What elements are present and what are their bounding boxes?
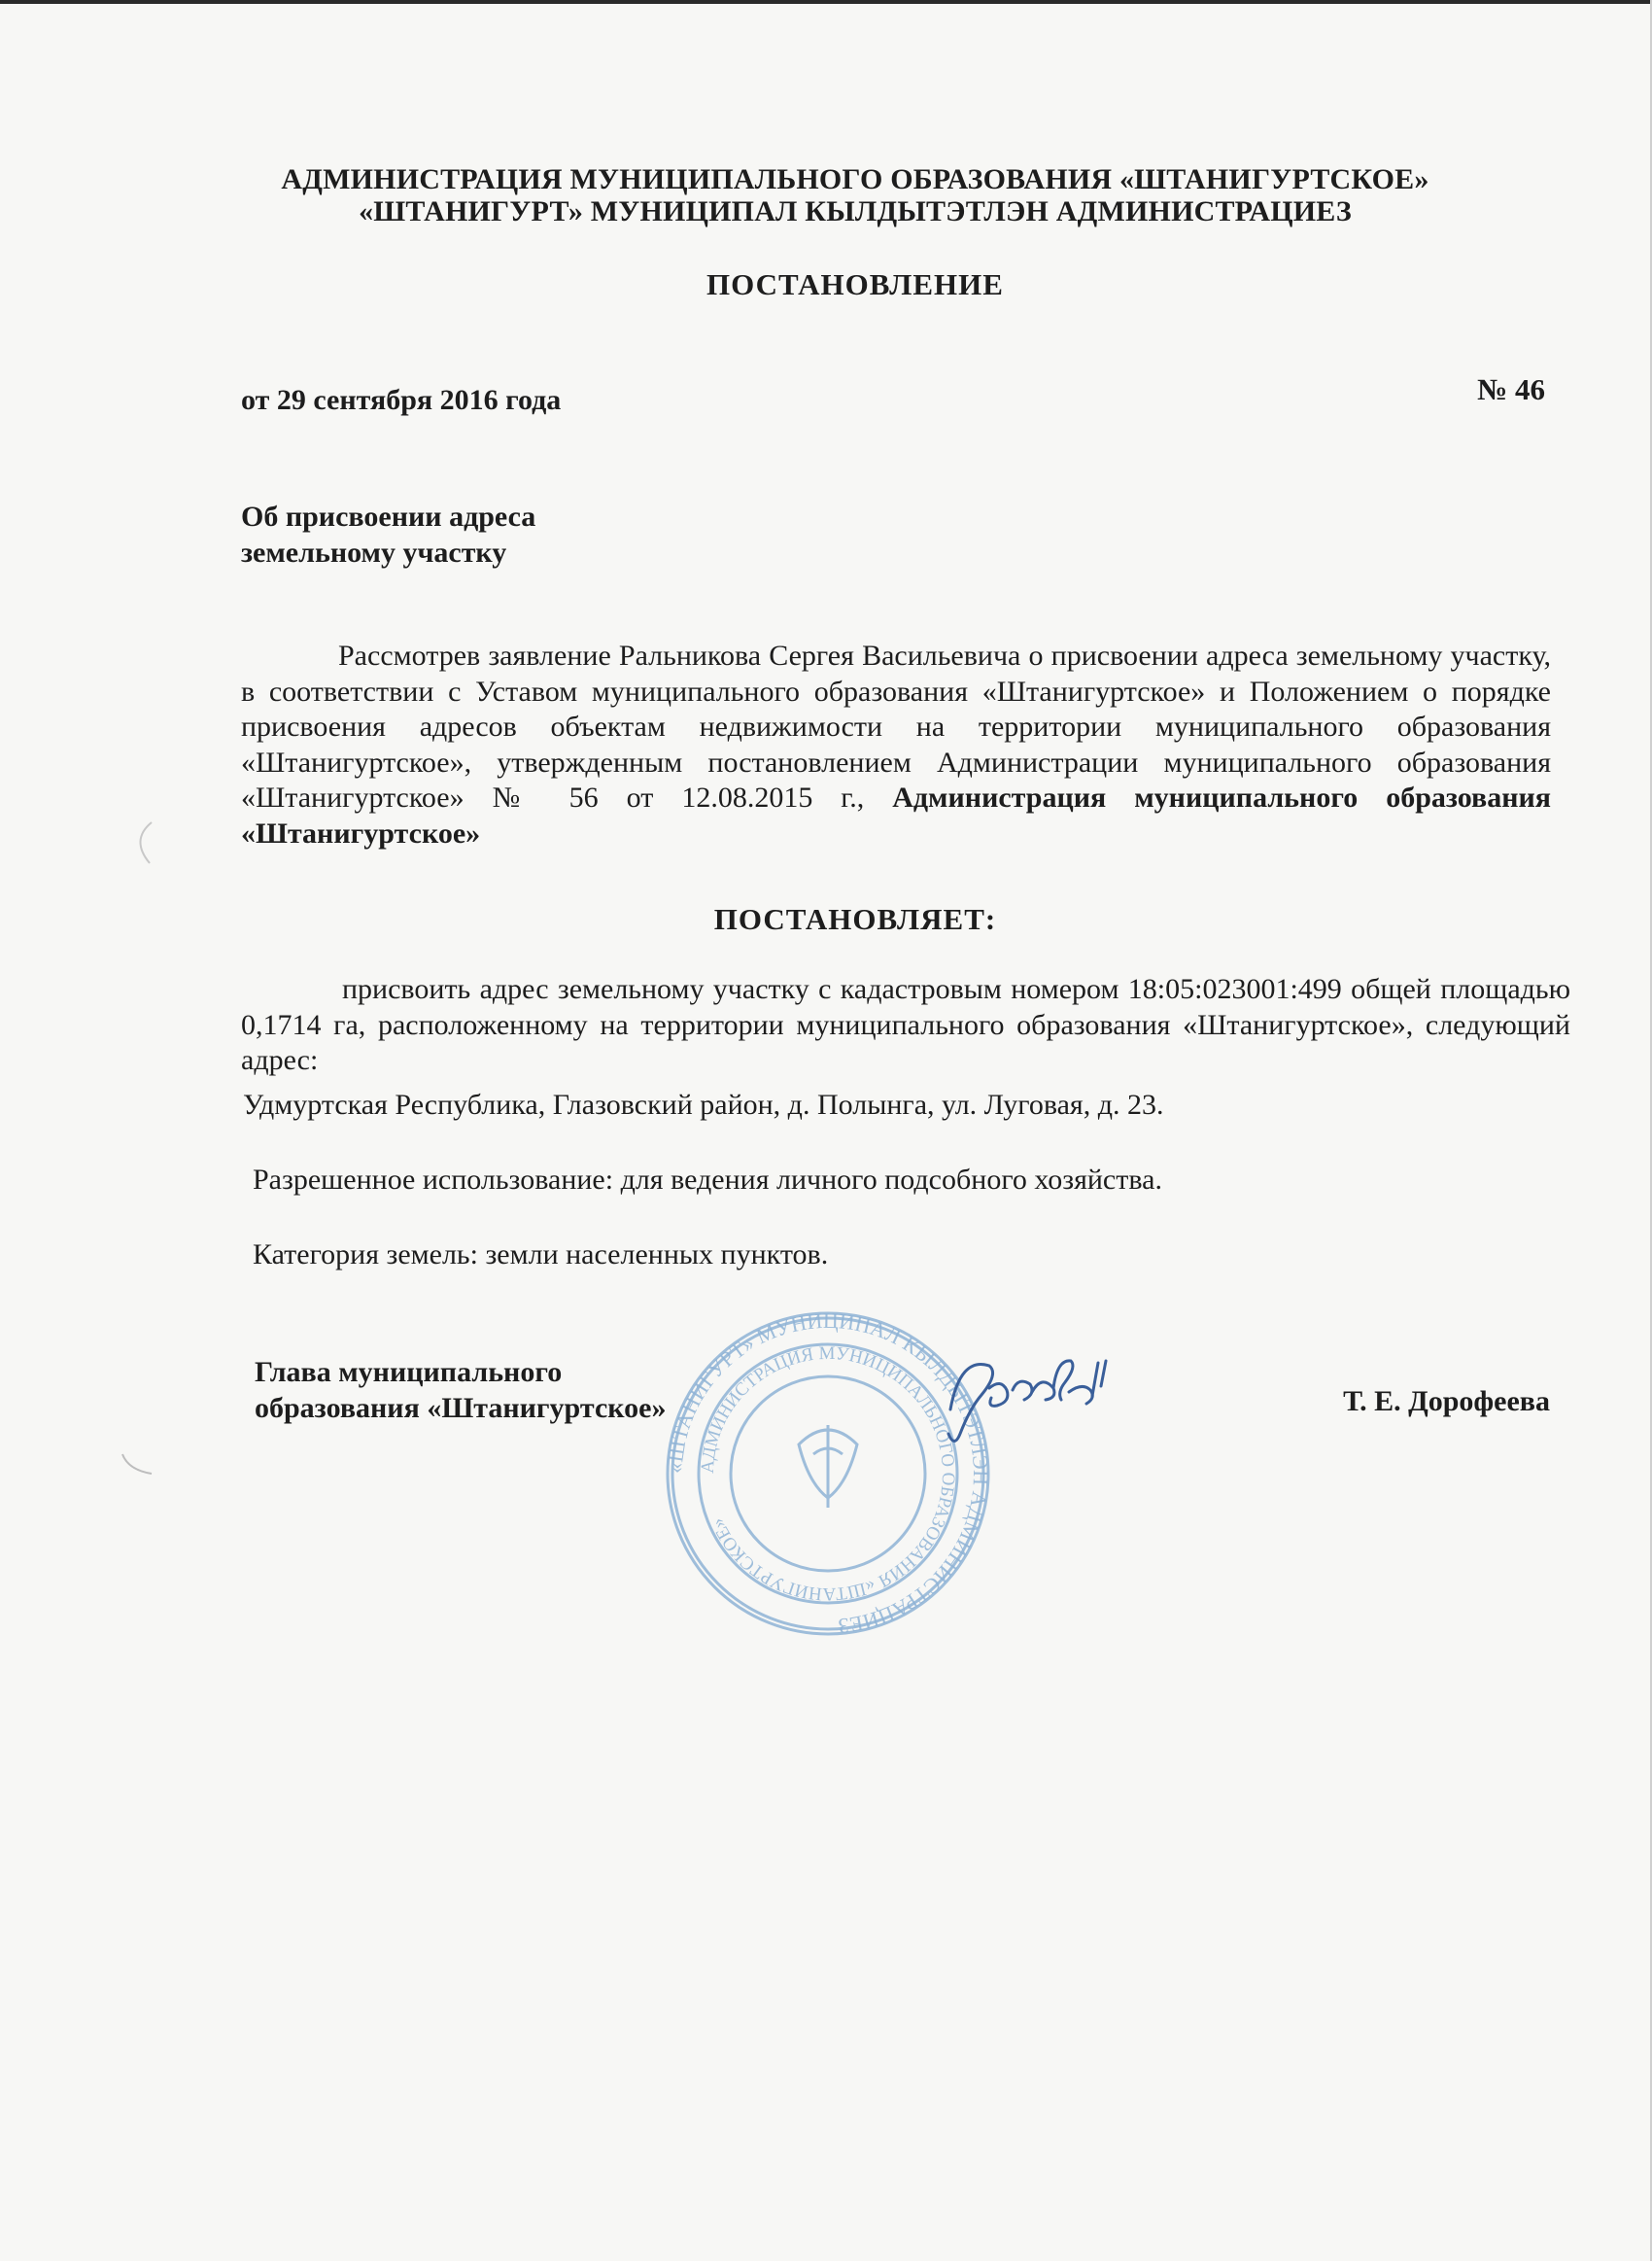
- permitted-use: Разрешенное использование: для ведения личного подсобного хозяйства.: [253, 1164, 1162, 1196]
- document-date: от 29 сентября 2016 года: [241, 384, 562, 416]
- document-number: № 46: [1477, 372, 1545, 406]
- scan-top-edge: [0, 0, 1652, 4]
- signatory-title-line-1: Глава муниципального: [255, 1356, 563, 1388]
- subject-line-2: земельному участку: [241, 537, 507, 569]
- document-type-title: ПОСТАНОВЛЕНИЕ: [706, 267, 1004, 301]
- preamble-text: Рассмотрев заявление Ральникова Сергея Васильевича о присвоении адреса земельному участку, в соответствии с Уставом муниципального образования «Штанигуртское» и Положением о порядке присвоения адресов объектам недвижимости на территории муниципального образования «Штанигуртское», утвержденным постановлением Администрации муниципального образования «Штанигуртское» № 56 от 12.08.2015 г.,: [241, 640, 1551, 815]
- decision-text: присвоить адрес земельному участку с кадастровым номером 18:05:023001:499 общей площадью 0,1714 га, расположенному на территории муниципального образования «Штанигуртское», следующий адрес:: [241, 973, 1570, 1077]
- decree-heading: ПОСТАНОВЛЯЕТ:: [713, 902, 997, 936]
- punch-hole-mark: [117, 1450, 155, 1479]
- organization-name-udmurt: «ШТАНИГУРТ» МУНИЦИПАЛ КЫЛДЫТЭТЛЭН АДМИНИСТРАЦИЕЗ: [359, 195, 1352, 227]
- signatory-name: Т. Е. Дорофеева: [1343, 1385, 1550, 1417]
- preamble-paragraph: [241, 639, 1551, 852]
- signatory-title-line-2: образования «Штанигуртское»: [255, 1392, 667, 1424]
- document-subject: [241, 499, 535, 571]
- seal-outer-text: «ШТАНИГУРТ» МУНИЦИПАЛ КЫЛДЫТЭТЛЭН АДМИНИСТРАЦИЕЗ: [662, 1308, 994, 1639]
- subject-line-1: Об присвоении адреса: [241, 501, 536, 533]
- assigned-address: Удмуртская Республика, Глазовский район, д. Полынга, ул. Луговая, д. 23.: [243, 1089, 1164, 1121]
- land-category: Категория земель: земли населенных пунктов.: [253, 1238, 829, 1270]
- decision-paragraph: [241, 972, 1570, 1079]
- handwritten-signature: [933, 1341, 1127, 1448]
- preamble-bold-authority: Администрация муниципального образования «Штанигуртское»: [241, 782, 1552, 850]
- punch-hole-mark: [126, 818, 155, 867]
- organization-name-russian: АДМИНИСТРАЦИЯ МУНИЦИПАЛЬНОГО ОБРАЗОВАНИЯ «ШТАНИГУРТСКОЕ»: [281, 163, 1429, 195]
- signatory-title: [255, 1354, 666, 1426]
- seal-inner-text: АДМИНИСТРАЦИЯ МУНИЦИПАЛЬНОГО ОБРАЗОВАНИЯ «ШТАНИГУРТСКОЕ»: [697, 1342, 959, 1605]
